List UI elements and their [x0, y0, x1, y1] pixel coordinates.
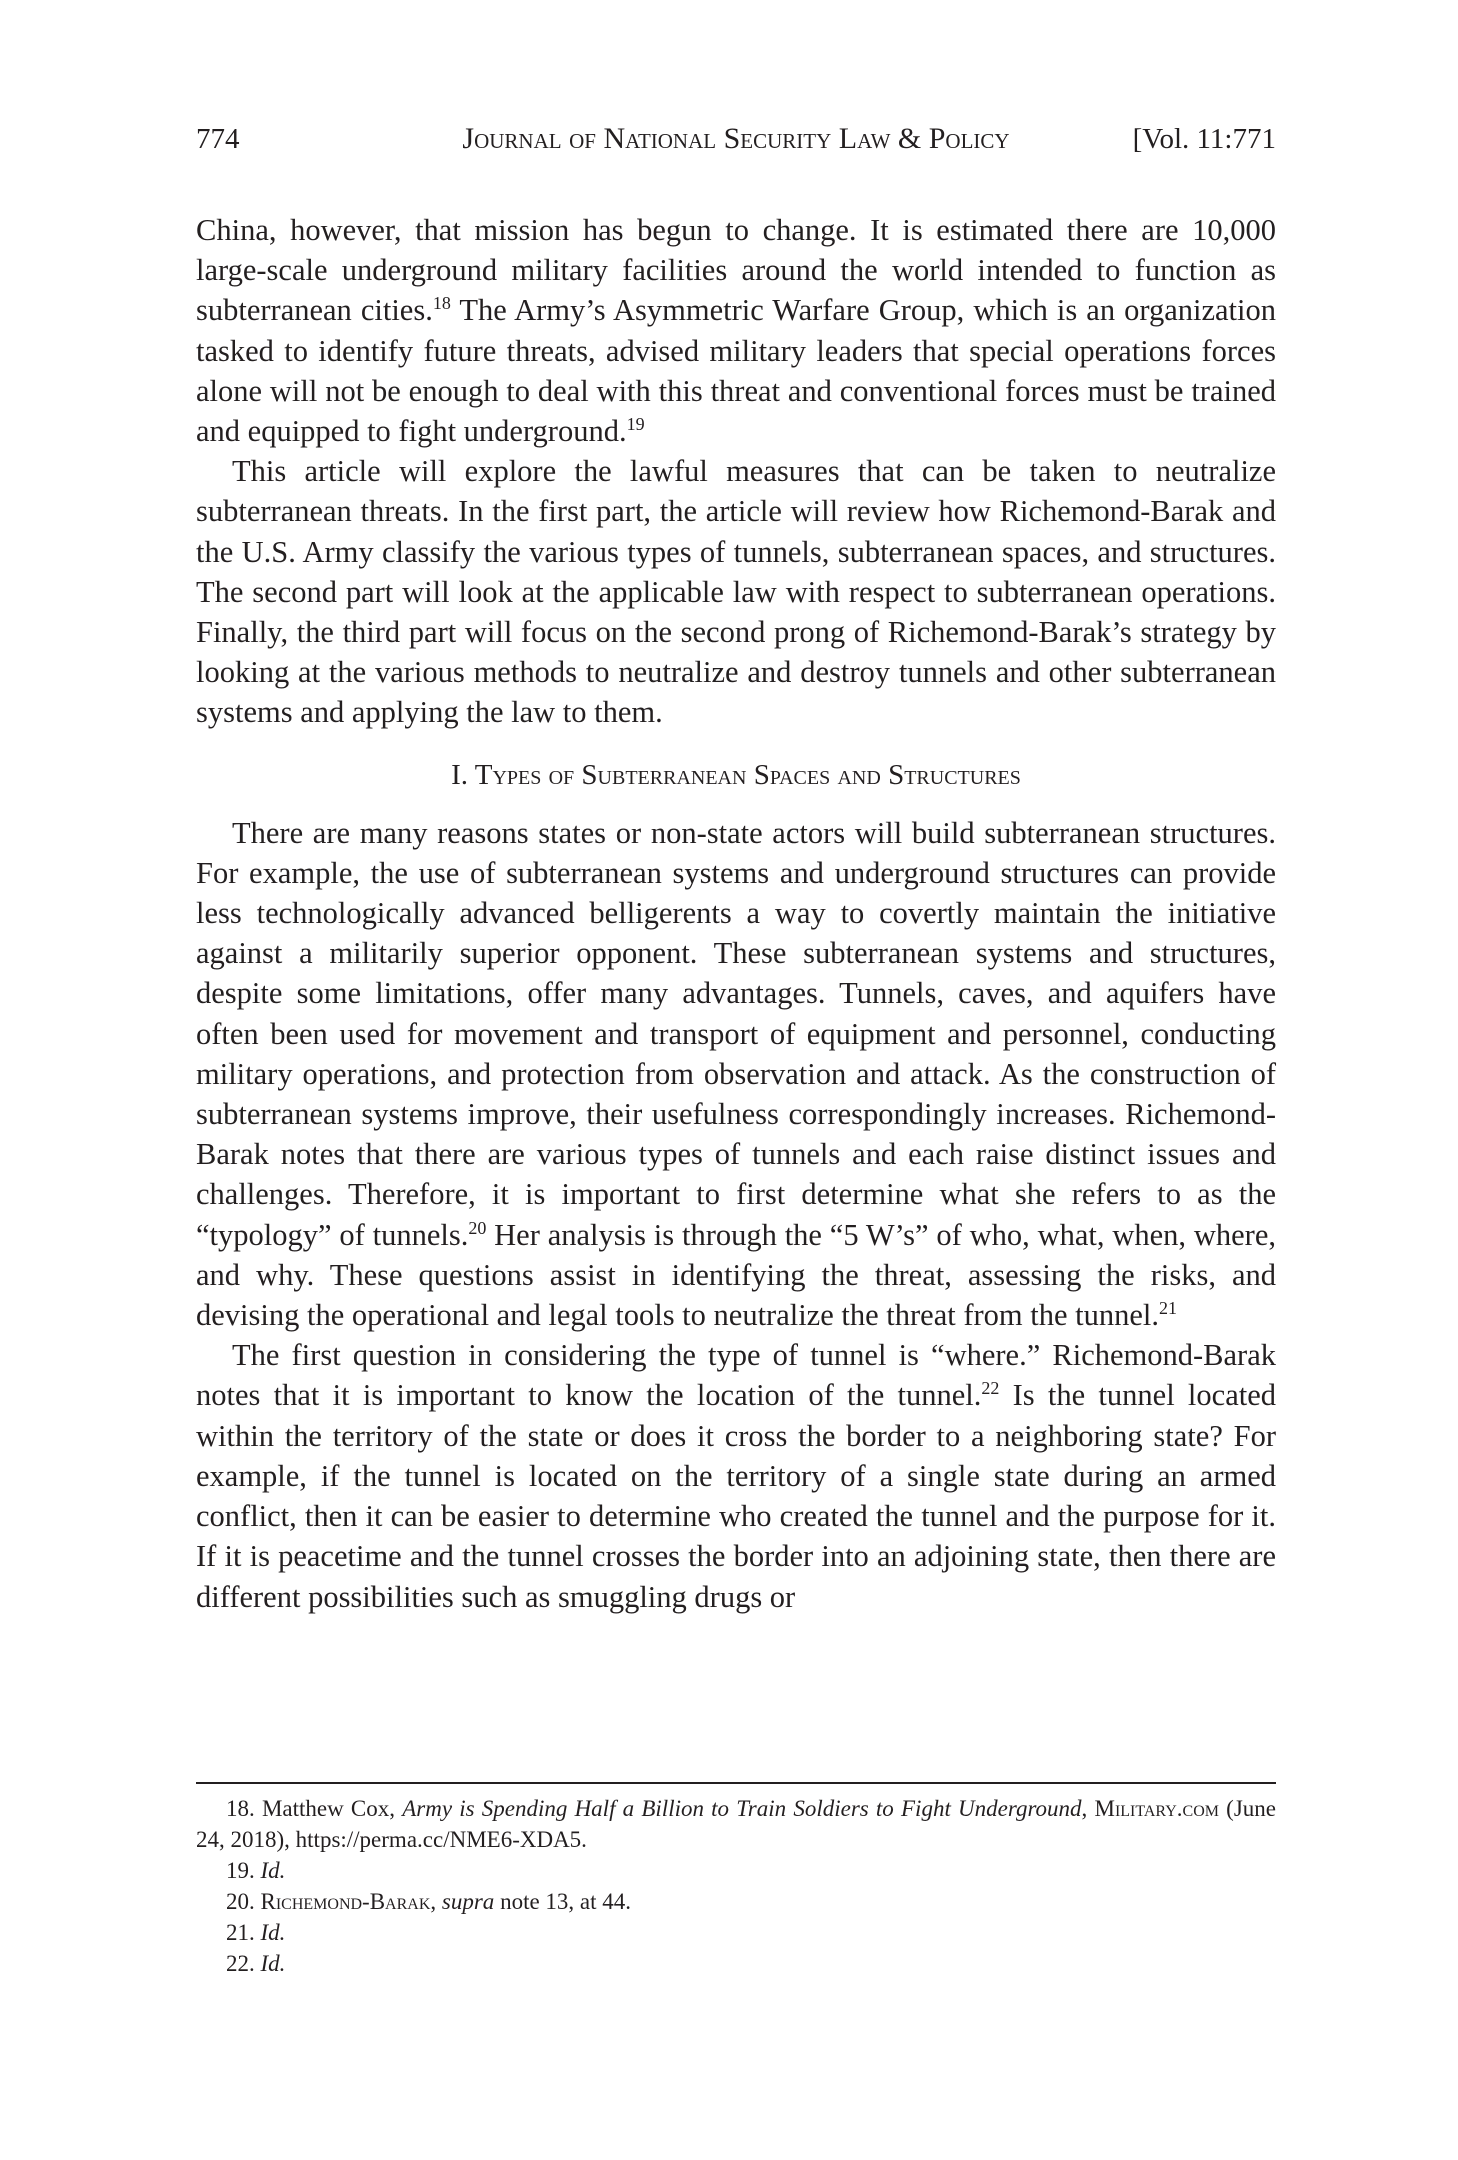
- paragraph-4: [196, 1335, 1276, 1616]
- paragraph-1-text-b: The Army’s Asymmetric Warfare Group, which is an organization tasked to identify future threats, advised military leaders that special operations forces alone will not be enough to deal with this threat and conventional forces must be trained and equipped to fight underground.: [196, 293, 1277, 449]
- page: [196, 115, 1276, 1617]
- footnote-18: 18. Matthew Cox, Army is Spending Half a Billion to Train Soldiers to Fight Underground, Military.com (June 24, 2018), https://perma.cc/NME6-XDA5.: [196, 1796, 1277, 1852]
- footnote-number: 19.: [226, 1858, 255, 1883]
- footnote-id: Id.: [260, 1920, 286, 1945]
- footnote-supra: supra: [441, 1889, 495, 1914]
- footnote-author: Matthew Cox,: [261, 1796, 396, 1821]
- footnote-number: 22.: [226, 1951, 255, 1976]
- footnote-ref-20[interactable]: 20: [468, 1217, 487, 1238]
- footnotes: [196, 1793, 1276, 1979]
- footnote-21: [196, 1917, 1276, 1948]
- volume-citation: [Vol. 11:771: [1132, 123, 1276, 155]
- footnote-ref-22[interactable]: 22: [981, 1378, 1000, 1399]
- footnote-19: [196, 1855, 1276, 1886]
- paragraph-4-text-a: The first question in considering the type of tunnel is “where.” Richemond-Barak notes that it is important to know the location of the tunnel.: [196, 1338, 1276, 1413]
- footnote-20: [196, 1886, 1276, 1917]
- footnote-author: Richemond-Barak,: [260, 1889, 437, 1914]
- footnote-ref-21[interactable]: 21: [1158, 1297, 1177, 1318]
- footnote-title: Army is Spending Half a Billion to Train Soldiers to Fight Underground: [402, 1796, 1082, 1821]
- footnote-ref-19[interactable]: 19: [626, 413, 645, 434]
- article-body: [196, 210, 1276, 1617]
- paragraph-3-text-a: There are many reasons states or non-state actors will build subterranean structures. For example, the use of subterranean systems and underground structures can provide less technologically advanced belligerents a way to covertly maintain the initiative against a militarily superior opponent. These subterranean systems and structures, despite some limitations, offer many advantages. Tunnels, caves, and aquifers have often been used for movement and transport of equipment and personnel, conducting military operations, and protection from observation and attack. As the construction of subterranean systems improve, their usefulness correspondingly increases. Richemond-Barak notes that there are various types of tunnels and each raise distinct issues and challenges. Therefore, it is important to first determine what she refers to as the “typology” of tunnels.: [196, 815, 1276, 1252]
- footnote-citation-rest: note 13, at 44.: [494, 1889, 632, 1914]
- paragraph-1-text-a: China, however, that mission has begun to change. It is estimated there are 10,000 large-scale underground military facilities around the world intended to function as subterranean cities.: [196, 213, 1276, 328]
- paragraph-3-text-b: Her analysis is through the “5 W’s” of who, what, when, where, and why. These questions assist in identifying the threat, assessing the risks, and devising the operational and legal tools to neutralize the threat from the tunnel.: [196, 1217, 1276, 1333]
- paragraph-1: [196, 210, 1276, 451]
- footnote-22: [196, 1948, 1276, 1979]
- journal-title: Journal of National Security Law & Policy: [462, 122, 1010, 155]
- footnote-id: Id.: [260, 1951, 286, 1976]
- footnote-source: Military.com: [1094, 1796, 1219, 1821]
- footnote-id: Id.: [260, 1858, 286, 1883]
- footnote-number: 21.: [226, 1920, 255, 1945]
- paragraph-2: This article will explore the lawful measures that can be taken to neutralize subterranean threats. In the first part, the article will review how Richemond-Barak and the U.S. Army classify the various types of tunnels, subterranean spaces, and structures. The second part will look at the applicable law with respect to subterranean operations. Finally, the third part will focus on the second prong of Richemond-Barak’s strategy by looking at the various methods to neutralize and destroy tunnels and other subterranean systems and applying the law to them.: [196, 454, 1276, 730]
- footnote-citation-rest: (June 24, 2018), https://perma.cc/NME6-XDA5.: [196, 1796, 1277, 1852]
- section-heading: I. Types of Subterranean Spaces and Structures: [451, 758, 1021, 791]
- footnote-number: 20.: [226, 1889, 255, 1914]
- paragraph-3: [196, 813, 1276, 1336]
- footnote-number: 18.: [226, 1796, 255, 1821]
- footnote-divider: [196, 1782, 1276, 1784]
- running-head: [196, 115, 1276, 163]
- page-number: 774: [196, 123, 240, 155]
- paragraph-4-text-b: Is the tunnel located within the territory of the state or does it cross the border to a neighboring state? For example, if the tunnel is located on the territory of a single state during an armed conflict, then it can be easier to determine who created the tunnel and the purpose for it. If it is peacetime and the tunnel crosses the border into an adjoining state, then there are different possibilities such as smuggling drugs or: [196, 1378, 1276, 1614]
- footnote-ref-18[interactable]: 18: [432, 293, 451, 314]
